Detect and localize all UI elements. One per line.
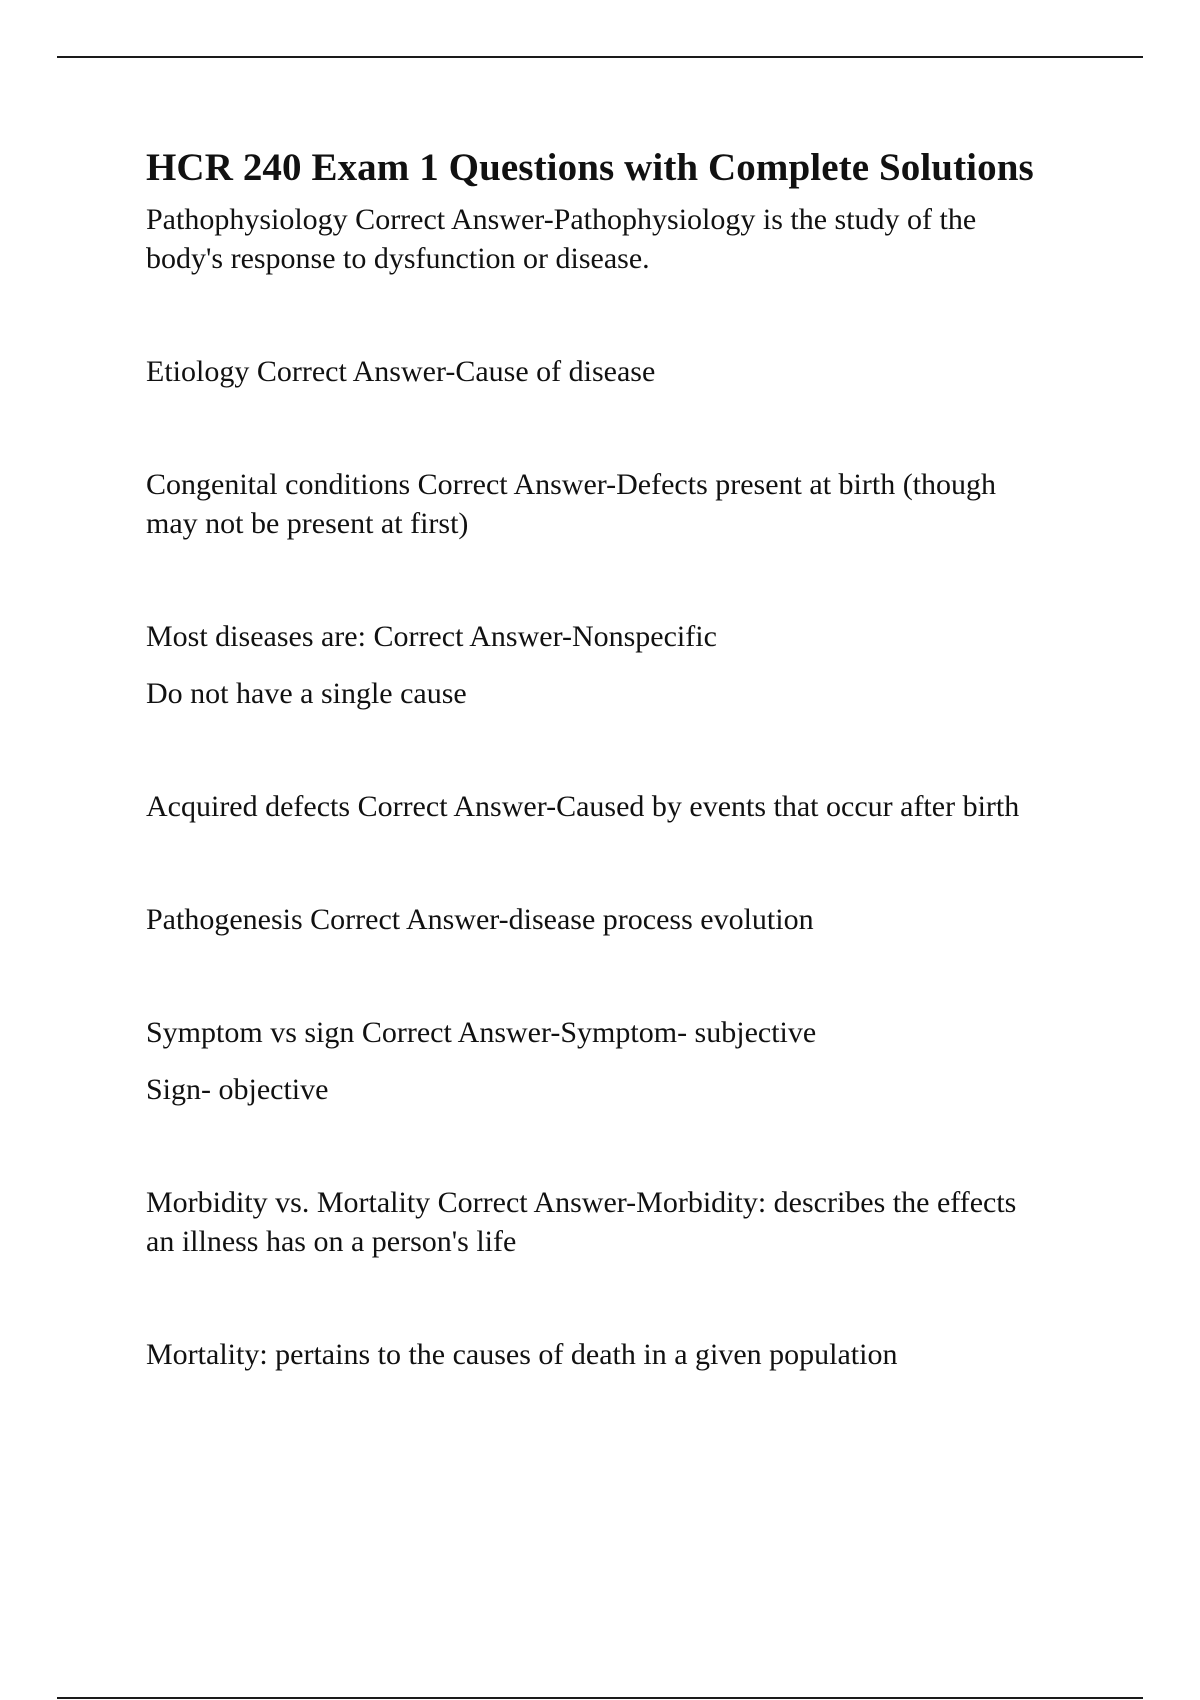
qa-entry bbox=[146, 465, 1106, 543]
entry-text-line: an illness has on a person's life bbox=[146, 1225, 517, 1258]
qa-entry bbox=[146, 352, 1106, 391]
qa-entry bbox=[146, 1013, 1106, 1109]
entry-text-line: Pathophysiology Correct Answer-Pathophysiology is the study of the bbox=[146, 203, 977, 236]
qa-entry bbox=[146, 787, 1106, 826]
entry-text-line: Congenital conditions Correct Answer-Defects present at birth (though bbox=[146, 468, 997, 501]
qa-entry bbox=[146, 900, 1106, 939]
qa-entry bbox=[146, 200, 1106, 278]
document-body bbox=[146, 144, 1106, 1374]
entry-text-line: may not be present at first) bbox=[146, 507, 469, 540]
qa-entry bbox=[146, 1183, 1106, 1261]
document-title: HCR 240 Exam 1 Questions with Complete Solutions bbox=[146, 146, 1034, 189]
entry-text-line: Morbidity vs. Mortality Correct Answer-Morbidity: describes the effects bbox=[146, 1186, 1017, 1219]
entry-text-line: Mortality: pertains to the causes of death in a given population bbox=[146, 1338, 898, 1371]
entry-extra-line: Sign- objective bbox=[146, 1073, 329, 1106]
bottom-divider bbox=[57, 1697, 1143, 1699]
entry-text-line: Pathogenesis Correct Answer-disease process evolution bbox=[146, 903, 814, 936]
entry-extra-line: Do not have a single cause bbox=[146, 677, 467, 710]
qa-entry bbox=[146, 1335, 1106, 1374]
top-divider bbox=[57, 56, 1143, 58]
entry-text-line: Acquired defects Correct Answer-Caused by events that occur after birth bbox=[146, 790, 1020, 823]
entry-text-line: body's response to dysfunction or disease. bbox=[146, 242, 650, 275]
entry-text-line: Symptom vs sign Correct Answer-Symptom- subjective bbox=[146, 1016, 817, 1049]
entry-text-line: Most diseases are: Correct Answer-Nonspecific bbox=[146, 620, 717, 653]
entry-text-line: Etiology Correct Answer-Cause of disease bbox=[146, 355, 656, 388]
qa-entry bbox=[146, 617, 1106, 713]
